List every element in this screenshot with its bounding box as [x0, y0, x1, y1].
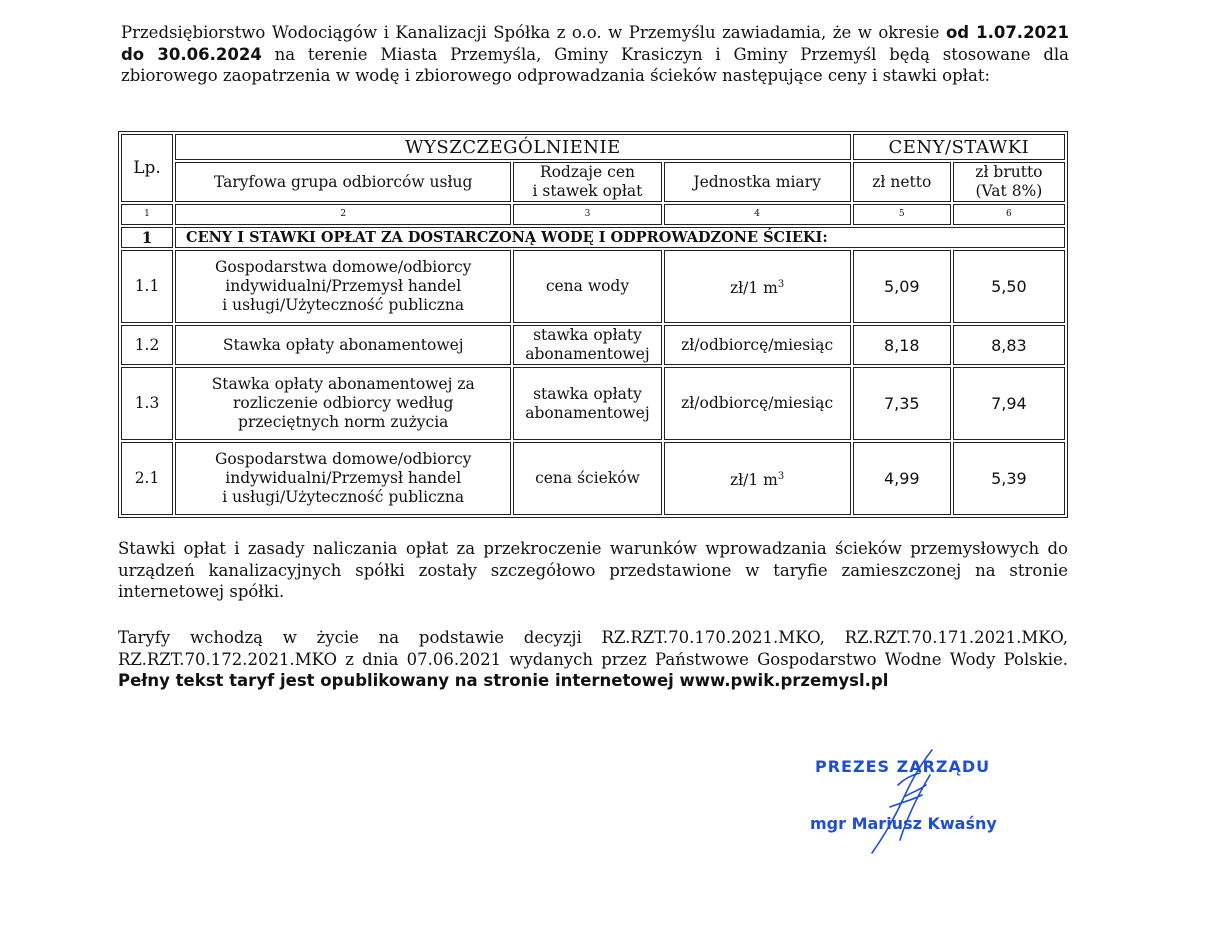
header-group: Taryfowa grupa odbiorców usług	[175, 162, 511, 202]
publication-notice: Pełny tekst taryf jest opublikowany na stronie internetowej www.pwik.przemysl.pl	[118, 671, 889, 690]
section-title: CENY I STAWKI OPŁAT ZA DOSTARCZONĄ WODĘ I ODPROWADZONE ŚCIEKI:	[175, 227, 1065, 248]
intro-period: od 1.07.2021 do 30.06.2024	[121, 23, 1070, 64]
signature-title: PREZES ZARZĄDU	[815, 757, 991, 776]
row-net: 7,35	[853, 367, 951, 440]
row-group: Stawka opłaty abonamentowej za rozliczenie odbiorcy według przeciętnych norm zużycia	[175, 367, 511, 440]
header-unit: Jednostka miary	[664, 162, 851, 202]
row-net: 8,18	[853, 325, 951, 365]
row-type: cena wody	[513, 250, 661, 323]
signature-name: mgr Mariusz Kwaśny	[810, 814, 997, 833]
column-number-row	[121, 204, 1065, 225]
row-gross: 5,39	[953, 442, 1065, 515]
table-row	[121, 250, 1065, 323]
row-gross: 7,94	[953, 367, 1065, 440]
row-net: 5,09	[853, 250, 951, 323]
table-row	[121, 442, 1065, 515]
header-types: Rodzaje cen i stawek opłat	[513, 162, 661, 202]
row-net: 4,99	[853, 442, 951, 515]
section-row	[121, 227, 1065, 248]
intro-text-2: na terenie Miasta Przemyśla, Gminy Krasiczyn i Gminy Przemyśl będą stosowane dla zbiorowego zaopatrzenia w wodę i zbiorowego odprowadzania ścieków następujące ceny i stawki opłat:	[121, 44, 1069, 85]
row-group: Gospodarstwa domowe/odbiorcy indywidualni/Przemysł handel i usługi/Użyteczność publiczna	[175, 250, 511, 323]
row-unit: zł/1 $m^3$	[664, 442, 851, 515]
column-number: 3	[513, 204, 661, 225]
row-type: stawka opłaty abonamentowej	[513, 325, 661, 365]
header-gross: zł brutto (Vat 8%)	[953, 162, 1065, 202]
row-lp: 2.1	[121, 442, 173, 515]
table-row	[121, 367, 1065, 440]
row-group: Stawka opłaty abonamentowej	[175, 325, 511, 365]
header-specification: WYSZCZEGÓLNIENIE	[175, 134, 851, 160]
intro-paragraph	[121, 22, 1069, 87]
header-net: zł netto	[853, 162, 951, 202]
row-gross: 5,50	[953, 250, 1065, 323]
decision-paragraph	[118, 627, 1068, 692]
row-lp: 1.3	[121, 367, 173, 440]
column-number: 6	[953, 204, 1065, 225]
row-unit: zł/1 $m^3$	[664, 250, 851, 323]
header-lp: Lp.	[121, 134, 173, 202]
row-unit: zł/odbiorcę/miesiąc	[664, 367, 851, 440]
column-number: 2	[175, 204, 511, 225]
column-number: 5	[853, 204, 951, 225]
header-prices: CENY/STAWKI	[853, 134, 1065, 160]
intro-text-1: Przedsiębiorstwo Wodociągów i Kanalizacji Spółka z o.o. w Przemyślu zawiadamia, że w okresie	[121, 23, 940, 42]
column-number: 4	[664, 204, 851, 225]
table-row	[121, 325, 1065, 365]
row-lp: 1.1	[121, 250, 173, 323]
row-group: Gospodarstwa domowe/odbiorcy indywidualni/Przemysł handel i usługi/Użyteczność publiczna	[175, 442, 511, 515]
rules-paragraph: Stawki opłat i zasady naliczania opłat za przekroczenie warunków wprowadzania ścieków przemysłowych do urządzeń kanalizacyjnych spółki zostały szczegółowo przedstawione w taryfie zamieszczonej na stronie internetowej spółki.	[118, 539, 1068, 601]
row-lp: 1.2	[121, 325, 173, 365]
row-type: cena ścieków	[513, 442, 661, 515]
tariff-table	[118, 131, 1068, 518]
row-gross: 8,83	[953, 325, 1065, 365]
handwritten-signature	[860, 745, 950, 865]
decision-text: Taryfy wchodzą w życie na podstawie decyzji RZ.RZT.70.170.2021.MKO, RZ.RZT.70.171.2021.MKO, RZ.RZT.70.172.2021.MKO z dnia 07.06.2021 wydanych przez Państwowe Gospodarstwo Wodne Wody Polskie.	[118, 628, 1068, 669]
row-type: stawka opłaty abonamentowej	[513, 367, 661, 440]
section-number: 1	[121, 227, 173, 248]
row-unit: zł/odbiorcę/miesiąc	[664, 325, 851, 365]
column-number: 1	[121, 204, 173, 225]
